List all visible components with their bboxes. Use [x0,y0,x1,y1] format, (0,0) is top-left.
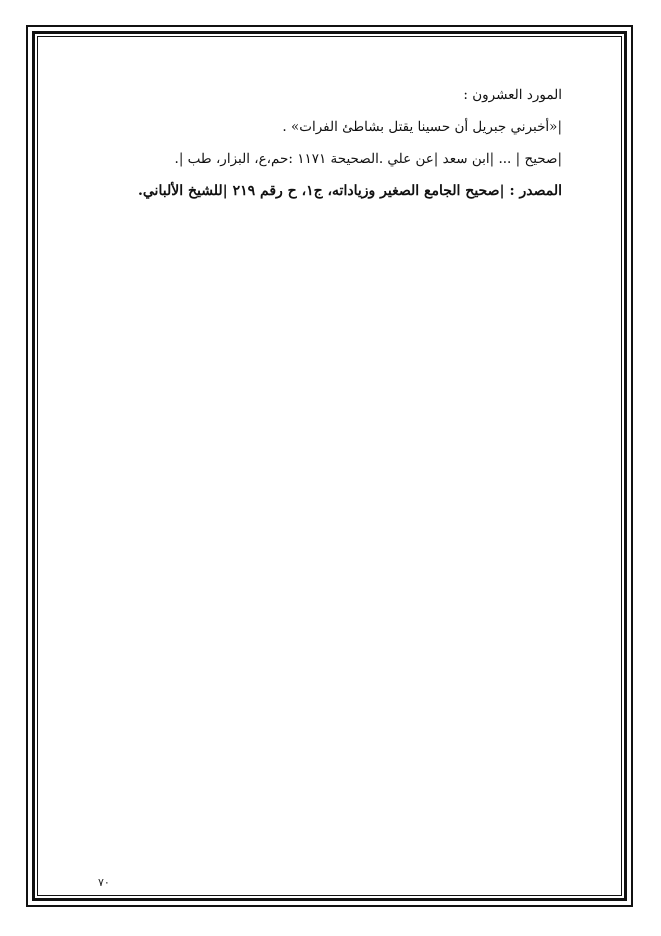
page-number: ٧٠ [98,876,110,889]
source-line: المصدر : |صحيح الجامع الصغير وزياداته، ج١، ح رقم ٢١٩ |للشيخ الألباني. [138,183,562,199]
page-content [80,84,562,212]
section-heading: المورد العشرون : [463,87,562,103]
hadith-text: |«أخبرني جبريل أن حسينا يقتل بشاطئ الفرات» . [282,119,562,135]
grading-line: |صحيح | ... |ابن سعد |عن علي .الصحيحة ١١٧١ :حم،ع، البزار، طب |. [174,151,562,167]
